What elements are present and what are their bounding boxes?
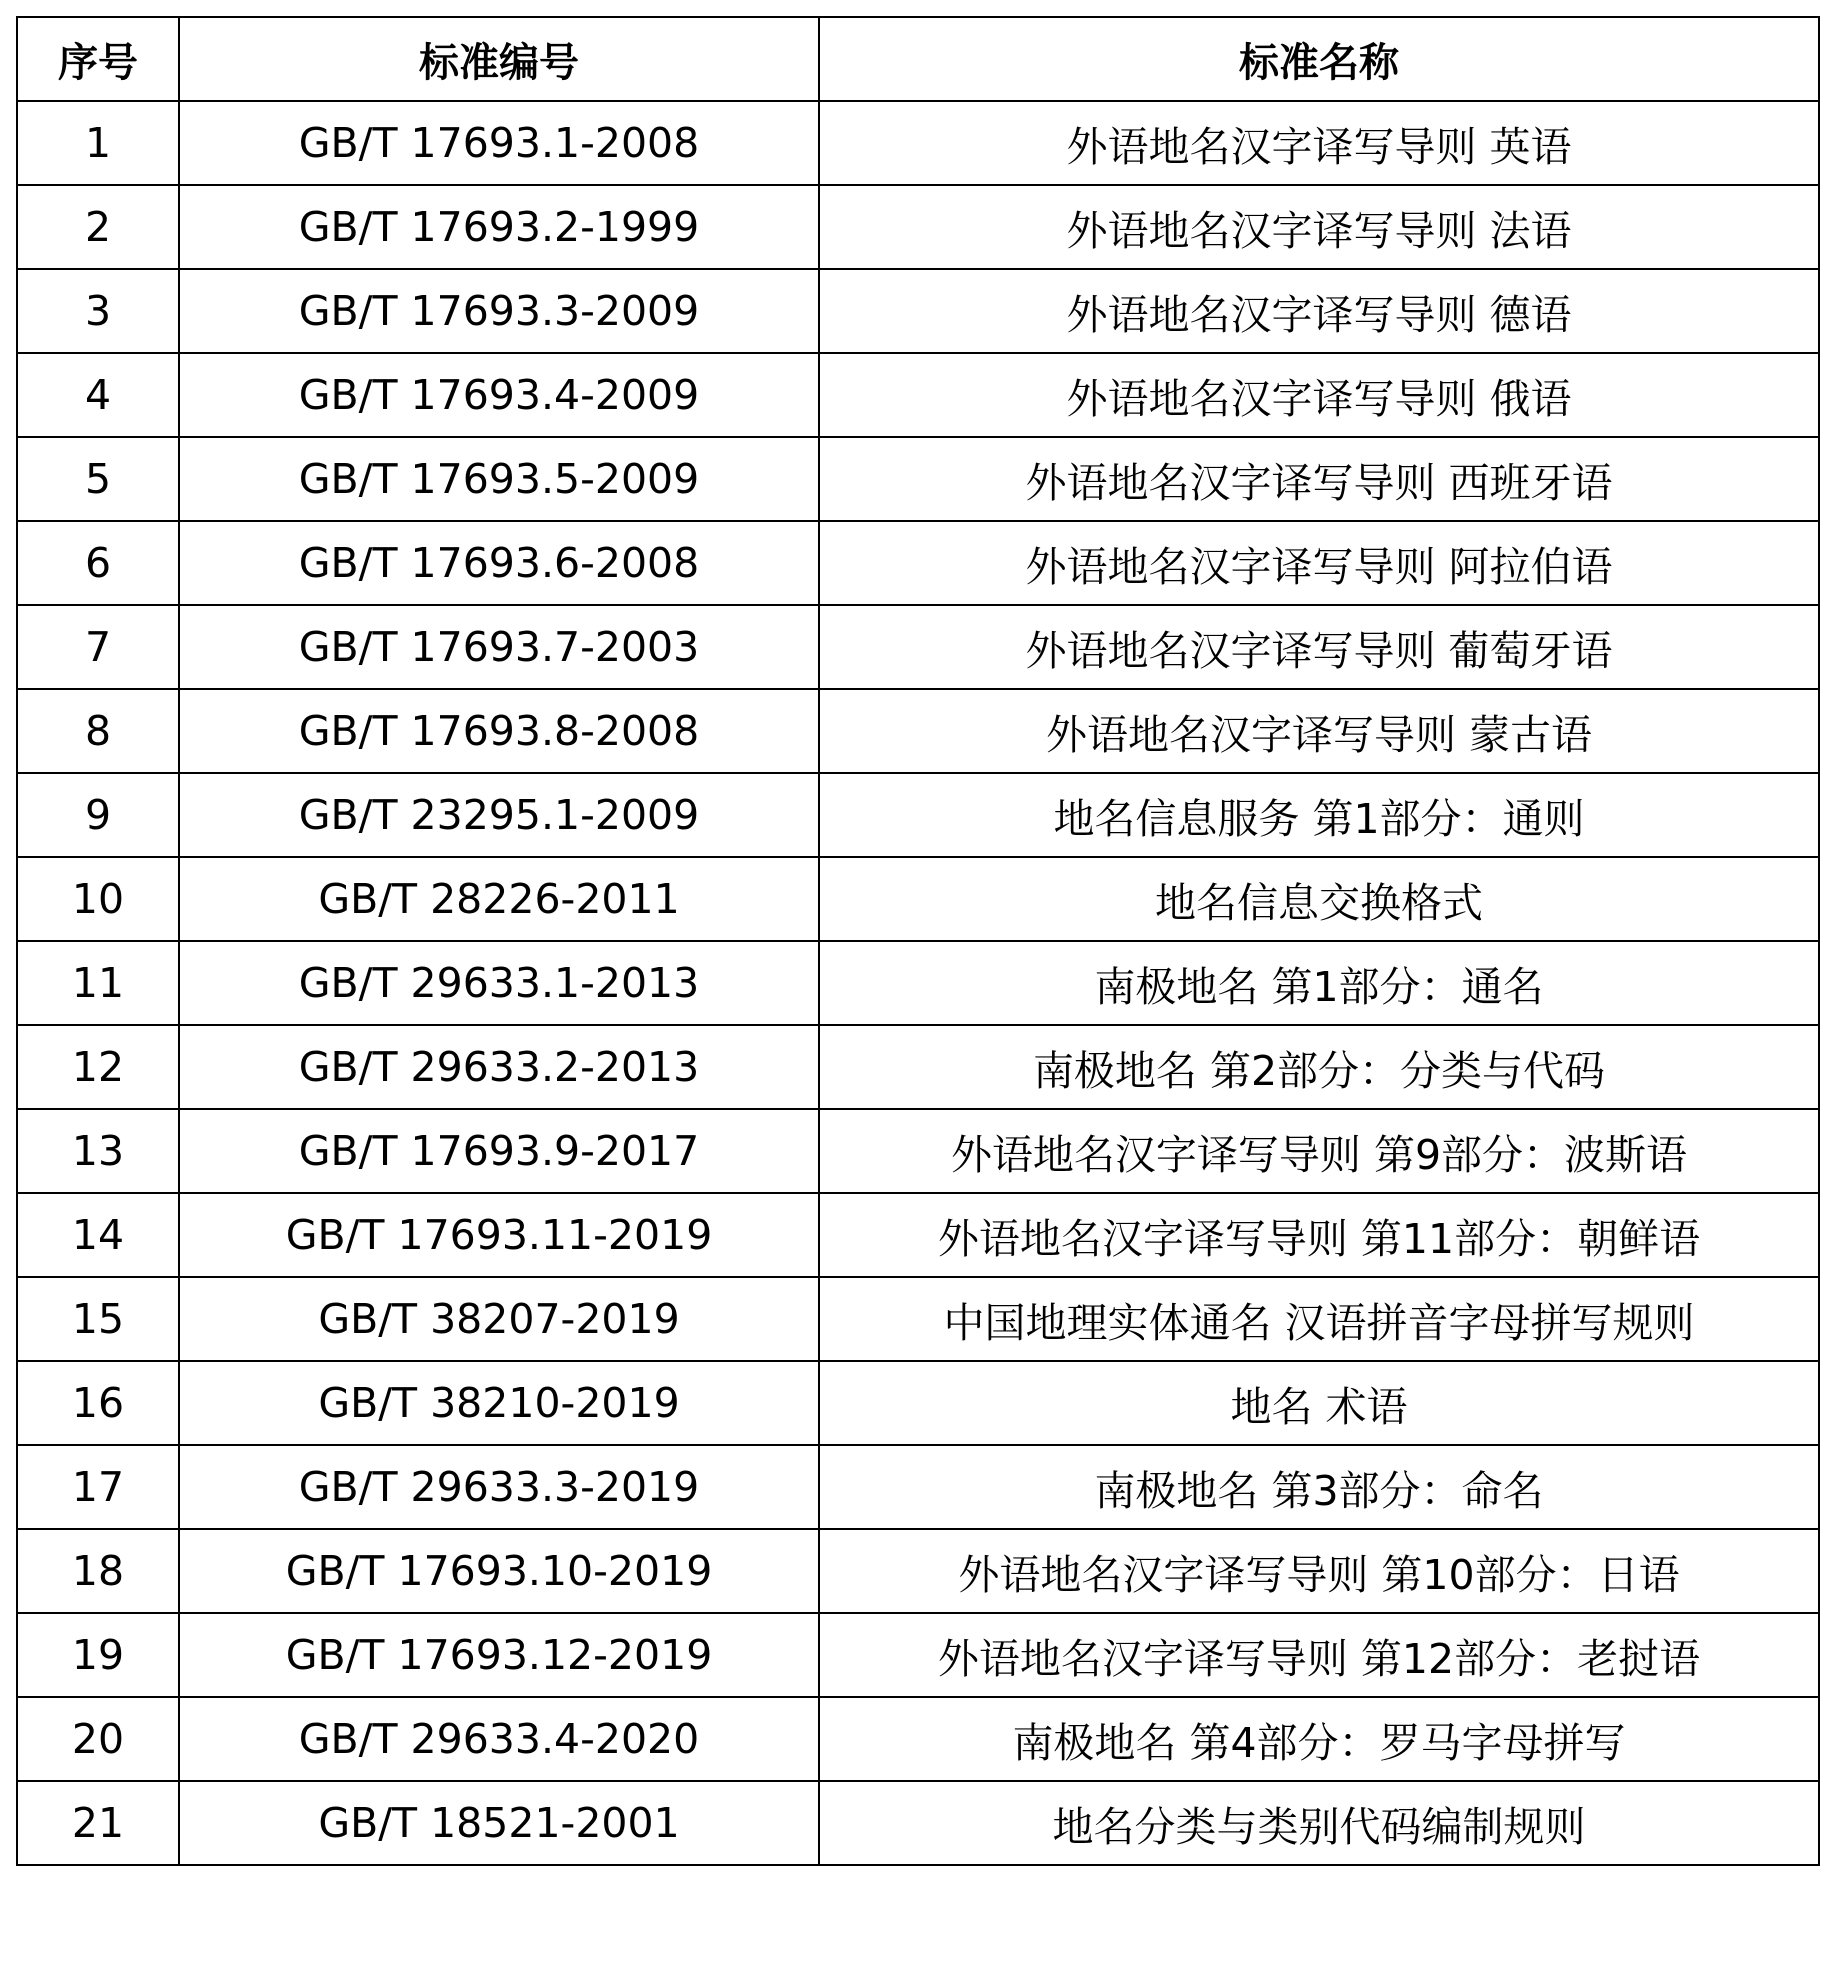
cell-standard-number: GB/T 17693.10-2019 xyxy=(179,1529,819,1613)
cell-index: 10 xyxy=(17,857,179,941)
table-row xyxy=(17,605,1819,689)
header-row xyxy=(17,17,1819,101)
cell-standard-number: GB/T 17693.5-2009 xyxy=(179,437,819,521)
table-row xyxy=(17,1277,1819,1361)
cell-standard-number: GB/T 29633.4-2020 xyxy=(179,1697,819,1781)
cell-standard-number: GB/T 28226-2011 xyxy=(179,857,819,941)
header-standard-name: 标准名称 xyxy=(819,17,1819,101)
header-index: 序号 xyxy=(17,17,179,101)
table-row xyxy=(17,1361,1819,1445)
cell-index: 5 xyxy=(17,437,179,521)
cell-standard-number: GB/T 29633.1-2013 xyxy=(179,941,819,1025)
cell-standard-number: GB/T 17693.8-2008 xyxy=(179,689,819,773)
standards-table xyxy=(16,16,1820,1866)
cell-index: 11 xyxy=(17,941,179,1025)
cell-index: 13 xyxy=(17,1109,179,1193)
cell-standard-number: GB/T 17693.6-2008 xyxy=(179,521,819,605)
cell-index: 6 xyxy=(17,521,179,605)
cell-index: 2 xyxy=(17,185,179,269)
cell-standard-name: 地名信息服务 第1部分：通则 xyxy=(819,773,1819,857)
table-row xyxy=(17,941,1819,1025)
cell-index: 1 xyxy=(17,101,179,185)
table-row xyxy=(17,1109,1819,1193)
cell-standard-number: GB/T 17693.3-2009 xyxy=(179,269,819,353)
cell-index: 8 xyxy=(17,689,179,773)
cell-standard-name: 地名 术语 xyxy=(819,1361,1819,1445)
cell-standard-name: 外语地名汉字译写导则 法语 xyxy=(819,185,1819,269)
cell-standard-name: 地名信息交换格式 xyxy=(819,857,1819,941)
cell-standard-number: GB/T 17693.11-2019 xyxy=(179,1193,819,1277)
table-row xyxy=(17,1025,1819,1109)
table-row xyxy=(17,1781,1819,1865)
cell-index: 3 xyxy=(17,269,179,353)
cell-standard-name: 中国地理实体通名 汉语拼音字母拼写规则 xyxy=(819,1277,1819,1361)
table-row xyxy=(17,1613,1819,1697)
cell-standard-name: 外语地名汉字译写导则 第10部分：日语 xyxy=(819,1529,1819,1613)
cell-standard-name: 外语地名汉字译写导则 葡萄牙语 xyxy=(819,605,1819,689)
table-header xyxy=(17,17,1819,101)
cell-standard-number: GB/T 17693.1-2008 xyxy=(179,101,819,185)
cell-index: 15 xyxy=(17,1277,179,1361)
cell-standard-name: 外语地名汉字译写导则 俄语 xyxy=(819,353,1819,437)
cell-standard-number: GB/T 38207-2019 xyxy=(179,1277,819,1361)
cell-standard-number: GB/T 17693.9-2017 xyxy=(179,1109,819,1193)
cell-standard-number: GB/T 23295.1-2009 xyxy=(179,773,819,857)
table-row xyxy=(17,1445,1819,1529)
table-row xyxy=(17,353,1819,437)
cell-standard-number: GB/T 17693.2-1999 xyxy=(179,185,819,269)
cell-standard-number: GB/T 17693.12-2019 xyxy=(179,1613,819,1697)
table-row xyxy=(17,857,1819,941)
cell-index: 20 xyxy=(17,1697,179,1781)
cell-standard-name: 外语地名汉字译写导则 英语 xyxy=(819,101,1819,185)
cell-standard-name: 外语地名汉字译写导则 西班牙语 xyxy=(819,437,1819,521)
cell-standard-number: GB/T 29633.2-2013 xyxy=(179,1025,819,1109)
cell-standard-name: 南极地名 第4部分：罗马字母拼写 xyxy=(819,1697,1819,1781)
table-row xyxy=(17,773,1819,857)
cell-standard-number: GB/T 29633.3-2019 xyxy=(179,1445,819,1529)
cell-index: 7 xyxy=(17,605,179,689)
table-row xyxy=(17,1193,1819,1277)
cell-standard-name: 外语地名汉字译写导则 第11部分：朝鲜语 xyxy=(819,1193,1819,1277)
table-row xyxy=(17,689,1819,773)
cell-standard-name: 外语地名汉字译写导则 第9部分：波斯语 xyxy=(819,1109,1819,1193)
cell-index: 21 xyxy=(17,1781,179,1865)
cell-standard-name: 外语地名汉字译写导则 德语 xyxy=(819,269,1819,353)
cell-standard-name: 外语地名汉字译写导则 第12部分：老挝语 xyxy=(819,1613,1819,1697)
table-row xyxy=(17,437,1819,521)
cell-standard-number: GB/T 18521-2001 xyxy=(179,1781,819,1865)
cell-index: 19 xyxy=(17,1613,179,1697)
cell-index: 9 xyxy=(17,773,179,857)
cell-index: 14 xyxy=(17,1193,179,1277)
cell-index: 16 xyxy=(17,1361,179,1445)
cell-standard-number: GB/T 38210-2019 xyxy=(179,1361,819,1445)
cell-index: 12 xyxy=(17,1025,179,1109)
cell-index: 18 xyxy=(17,1529,179,1613)
cell-index: 4 xyxy=(17,353,179,437)
table-row xyxy=(17,1529,1819,1613)
cell-index: 17 xyxy=(17,1445,179,1529)
table-row xyxy=(17,185,1819,269)
cell-standard-name: 南极地名 第3部分：命名 xyxy=(819,1445,1819,1529)
table-row xyxy=(17,101,1819,185)
cell-standard-number: GB/T 17693.7-2003 xyxy=(179,605,819,689)
table-row xyxy=(17,521,1819,605)
header-standard-number: 标准编号 xyxy=(179,17,819,101)
cell-standard-number: GB/T 17693.4-2009 xyxy=(179,353,819,437)
table-body xyxy=(17,101,1819,1865)
cell-standard-name: 地名分类与类别代码编制规则 xyxy=(819,1781,1819,1865)
cell-standard-name: 南极地名 第1部分：通名 xyxy=(819,941,1819,1025)
table-row xyxy=(17,1697,1819,1781)
cell-standard-name: 外语地名汉字译写导则 阿拉伯语 xyxy=(819,521,1819,605)
cell-standard-name: 外语地名汉字译写导则 蒙古语 xyxy=(819,689,1819,773)
cell-standard-name: 南极地名 第2部分：分类与代码 xyxy=(819,1025,1819,1109)
table-row xyxy=(17,269,1819,353)
